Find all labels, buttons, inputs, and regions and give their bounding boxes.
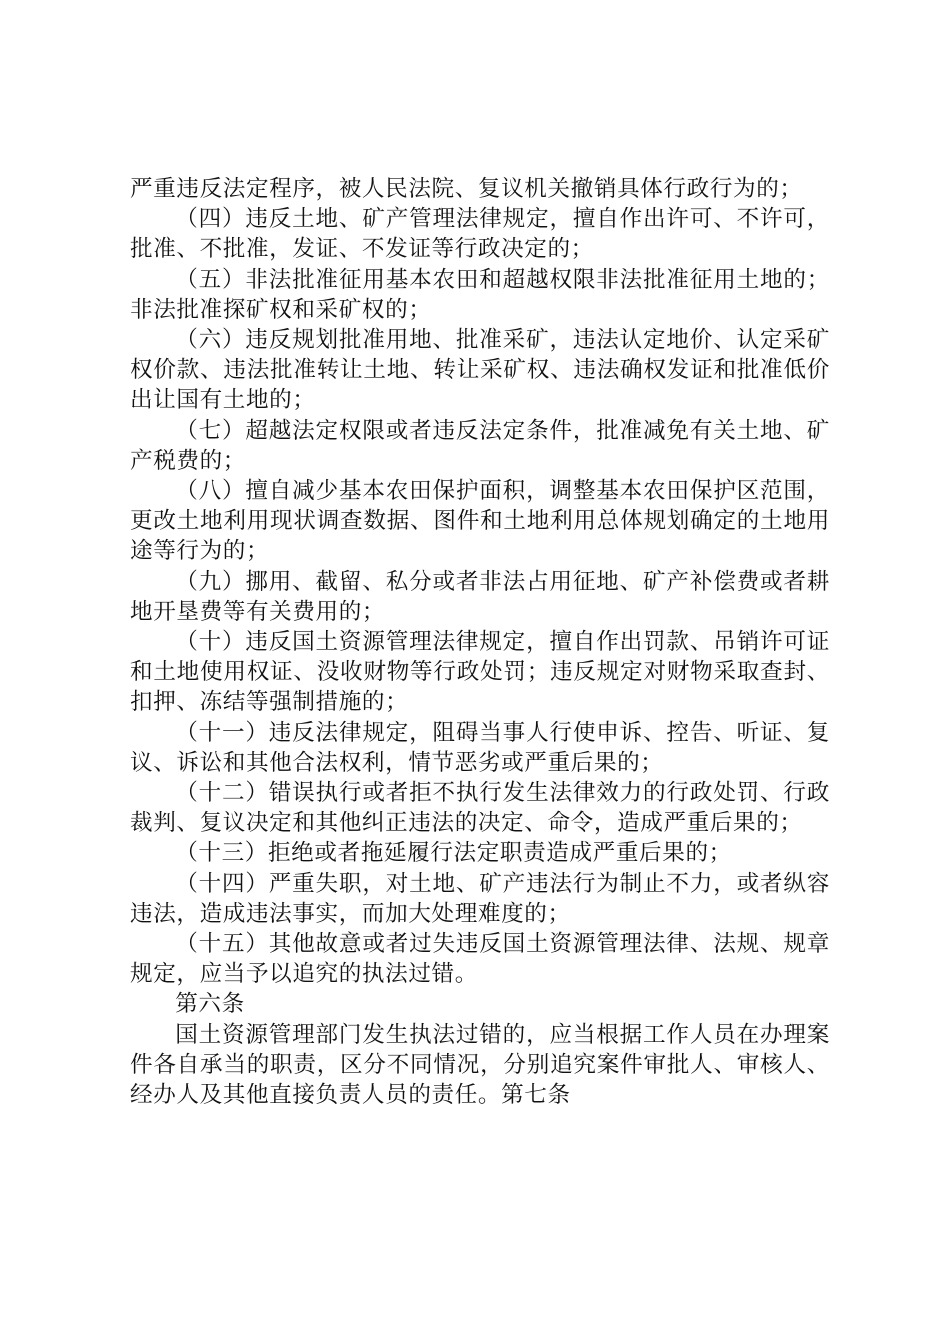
list-item-9: （九）挪用、截留、私分或者非法占用征地、矿产补偿费或者耕地开垦费等有关费用的； (130, 568, 830, 625)
paragraph-continuation: 严重违反法定程序，被人民法院、复议机关撤销具体行政行为的； (130, 176, 803, 202)
list-item-6: （六）违反规划批准用地、批准采矿，违法认定地价、认定采矿权价款、违法批准转让土地、转让采矿权、违法确权发证和批准低价出让国有土地的； (130, 327, 830, 414)
list-item-10: （十）违反国土资源管理法律规定，擅自作出罚款、吊销许可证和土地使用权证、没收财物等行政处罚；违反规定对财物采取查封、扣押、冻结等强制措施的； (130, 629, 830, 716)
list-item-5: （五）非法批准征用基本农田和超越权限非法批准征用土地的；非法批准探矿权和采矿权的； (130, 266, 830, 323)
document-page (130, 174, 830, 1110)
list-item-12: （十二）错误执行或者拒不执行发生法律效力的行政处罚、行政裁判、复议决定和其他纠正违法的决定、命令，造成严重后果的； (130, 780, 830, 837)
list-item-4: （四）违反土地、矿产管理法律规定，擅自作出许可、不许可，批准、不批准，发证、不发证等行政决定的； (130, 206, 830, 263)
list-item-7: （七）超越法定权限或者违反法定条件，批准减免有关土地、矿产税费的； (130, 417, 830, 474)
list-item-14: （十四）严重失职，对土地、矿产违法行为制止不力，或者纵容违法，造成违法事实，而加大处理难度的； (130, 870, 830, 927)
list-item-8: （八）擅自减少基本农田保护面积，调整基本农田保护区范围，更改土地利用现状调查数据、图件和土地利用总体规划确定的土地用途等行为的； (130, 478, 830, 565)
article-six-body: 国土资源管理部门发生执法过错的，应当根据工作人员在办理案件各自承当的职责，区分不同情况，分别追究案件审批人、审核人、经办人及其他直接负责人员的责任。第七条 (130, 1021, 830, 1109)
article-six-heading: 第六条 (175, 991, 245, 1018)
list-item-11: （十一）违反法律规定，阻碍当事人行使申诉、控告、听证、复议、诉讼和其他合法权利，情节恶劣或严重后果的； (130, 719, 830, 776)
list-item-15: （十五）其他故意或者过失违反国土资源管理法律、法规、规章规定，应当予以追究的执法过错。 (130, 931, 830, 988)
list-item-13: （十三）拒绝或者拖延履行法定职责造成严重后果的； (175, 840, 732, 867)
